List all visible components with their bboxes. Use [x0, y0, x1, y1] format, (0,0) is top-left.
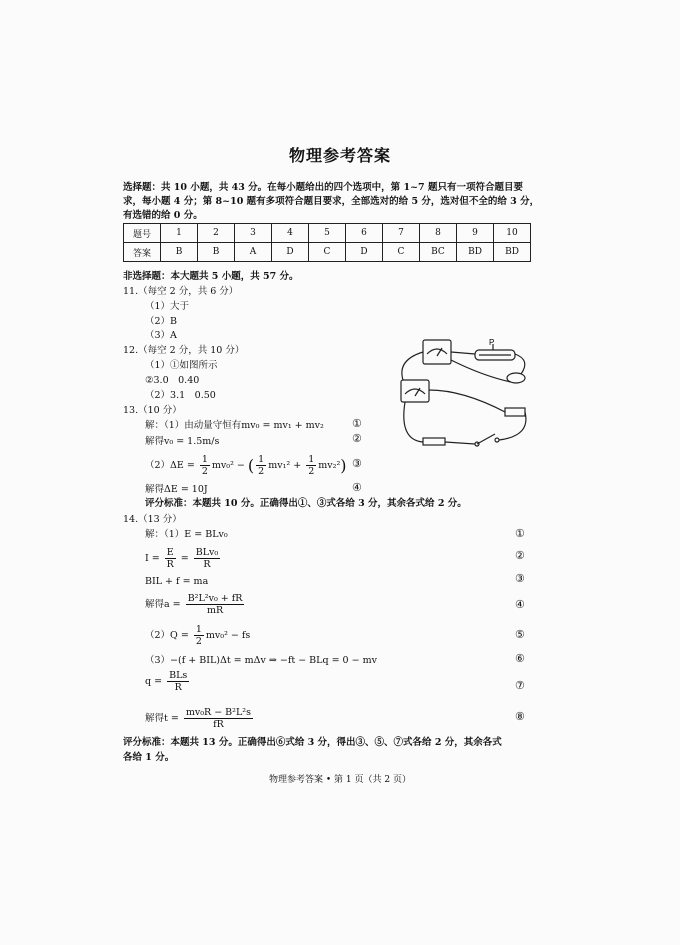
page-footer: 物理参考答案 • 第 1 页（共 2 页） [269, 775, 411, 785]
table-cell: 1 [161, 224, 198, 243]
q12-answer-1: （1）①如图所示 [145, 360, 218, 371]
q14-scoring-line-1: 评分标准：本题共 13 分。正确得出⑥式给 3 分，得出③、⑤、⑦式各给 2 分，其余各式 [123, 737, 502, 748]
q14-scoring-line-2: 各给 1 分。 [123, 752, 175, 763]
intro-line-2: 求，每小题 4 分；第 8~10 题有多项符合题目要求，全部选对的给 5 分，选对但不全的给 3 分， [123, 196, 540, 207]
ammeter-icon [423, 340, 451, 364]
equation-number: ⑦ [515, 679, 525, 692]
table-cell: 7 [383, 224, 420, 243]
q11-heading: 11.（每空 2 分，共 6 分） [123, 286, 239, 297]
table-cell: 8 [420, 224, 457, 243]
q14-step-2: I = $\frac{E}{R}$ = $\frac{\text{BLv₀}}{R}$ [145, 547, 219, 570]
table-cell: 4 [272, 224, 309, 243]
equation-number: ② [515, 549, 525, 562]
table-cell: D [272, 243, 309, 262]
q13-step-2: 解得v₀ = 1.5m/s [145, 436, 220, 447]
equation-number: ⑤ [515, 628, 525, 641]
equation-number: ① [515, 527, 525, 540]
equation-number: ① [352, 417, 362, 430]
page-title: 物理参考答案 [288, 146, 391, 165]
circuit-diagram [393, 336, 533, 452]
q13-step-1: 解：（1）由动量守恒有mv₀ = mv₁ + mv₂ [145, 420, 324, 431]
answer-table [123, 223, 531, 262]
table-cell: 9 [457, 224, 494, 243]
q13-step-4: 解得ΔE = 10J [145, 484, 208, 495]
equation-number: ② [352, 432, 362, 445]
table-cell: B [161, 243, 198, 262]
table-cell: BD [494, 243, 531, 262]
switch-icon [477, 434, 495, 444]
fraction: $\frac{1}{2}$ [201, 454, 208, 477]
nonchoice-heading: 非选择题：本大题共 5 小题，共 57 分。 [123, 271, 299, 282]
fraction: $\frac{\text{mv₀R − B²L²s}}{fR}$ [185, 707, 251, 730]
fraction: $\frac{\text{BLv₀}}{R}$ [195, 547, 219, 570]
table-row-numbers [124, 224, 531, 243]
table-cell: 3 [235, 224, 272, 243]
table-header-cell: 答案 [124, 243, 161, 262]
q14-step-8: 解得t = $\frac{\text{mv₀R − B²L²s}}{fR}$ [145, 707, 251, 730]
q14-step-4: 解得a = $\frac{\text{B²L²v₀ + fR}}{mR}$ [145, 593, 243, 616]
q14-heading: 14.（13 分） [123, 514, 182, 525]
equation-number: ③ [352, 457, 362, 470]
table-cell: 10 [494, 224, 531, 243]
voltmeter-icon [401, 380, 429, 402]
table-cell: C [383, 243, 420, 262]
q12-heading: 12.（每空 2 分，共 10 分） [123, 345, 245, 356]
equation-number: ④ [352, 481, 362, 494]
table-header-cell: 题号 [124, 224, 161, 243]
table-cell: C [309, 243, 346, 262]
fraction: $\frac{1}{2}$ [258, 454, 265, 477]
q11-answer-2: （2）B [145, 316, 178, 327]
table-cell: B [198, 243, 235, 262]
fraction: $\frac{\text{B²L²v₀ + fR}}{mR}$ [187, 593, 243, 616]
equation-number: ⑥ [515, 652, 525, 665]
table-cell: BC [420, 243, 457, 262]
q11-answer-3: （3）A [145, 330, 177, 341]
q12-answer-3: （2）3.1 0.50 [145, 390, 216, 401]
fraction: $\frac{1}{2}$ [308, 454, 315, 477]
fraction: $\frac{E}{R}$ [166, 547, 174, 570]
intro-line-1: 选择题：共 10 小题，共 43 分。在每小题给出的四个选项中，第 1~7 题只有一项符合题目要 [123, 182, 523, 193]
q14-step-1: 解：（1）E = BLv₀ [145, 529, 228, 540]
equation-number: ④ [515, 598, 525, 611]
q13-heading: 13.（10 分） [123, 405, 182, 416]
equation-number: ③ [515, 572, 525, 585]
table-cell: A [235, 243, 272, 262]
q14-step-5: （2）Q = $\frac{1}{2}$ mv₀² − fs [145, 624, 251, 647]
table-cell: D [346, 243, 383, 262]
q14-step-3: BIL + f = ma [145, 576, 209, 587]
q12-answer-2: ②3.0 0.40 [145, 375, 200, 386]
resistor-icon [423, 438, 445, 445]
table-row-answers [124, 243, 531, 262]
table-cell: 2 [198, 224, 235, 243]
q13-step-3: （2）ΔE = $\frac{1}{2}$ mv₀² − ( $\frac{1}{2}$ mv₁² + $\frac{1}{2}$ mv₂²) [145, 454, 347, 477]
table-cell: 5 [309, 224, 346, 243]
resistor-icon [505, 408, 525, 416]
table-cell: 6 [346, 224, 383, 243]
slider-label: P [489, 338, 495, 347]
intro-line-3: 有选错的给 0 分。 [123, 210, 203, 221]
q11-answer-1: （1）大于 [145, 301, 190, 312]
equation-number: ⑧ [515, 710, 525, 723]
q14-step-7: q = $\frac{\text{BLs}}{R}$ [145, 670, 188, 693]
fraction: $\frac{1}{2}$ [195, 624, 202, 647]
fraction: $\frac{\text{BLs}}{R}$ [169, 670, 188, 693]
q13-scoring: 评分标准：本题共 10 分。正确得出①、③式各给 3 分，其余各式给 2 分。 [145, 498, 467, 509]
table-cell: BD [457, 243, 494, 262]
q14-step-6: （3）−(f + BIL)Δt = mΔv ⇒ −ft − BLq = 0 − mv [145, 655, 377, 666]
